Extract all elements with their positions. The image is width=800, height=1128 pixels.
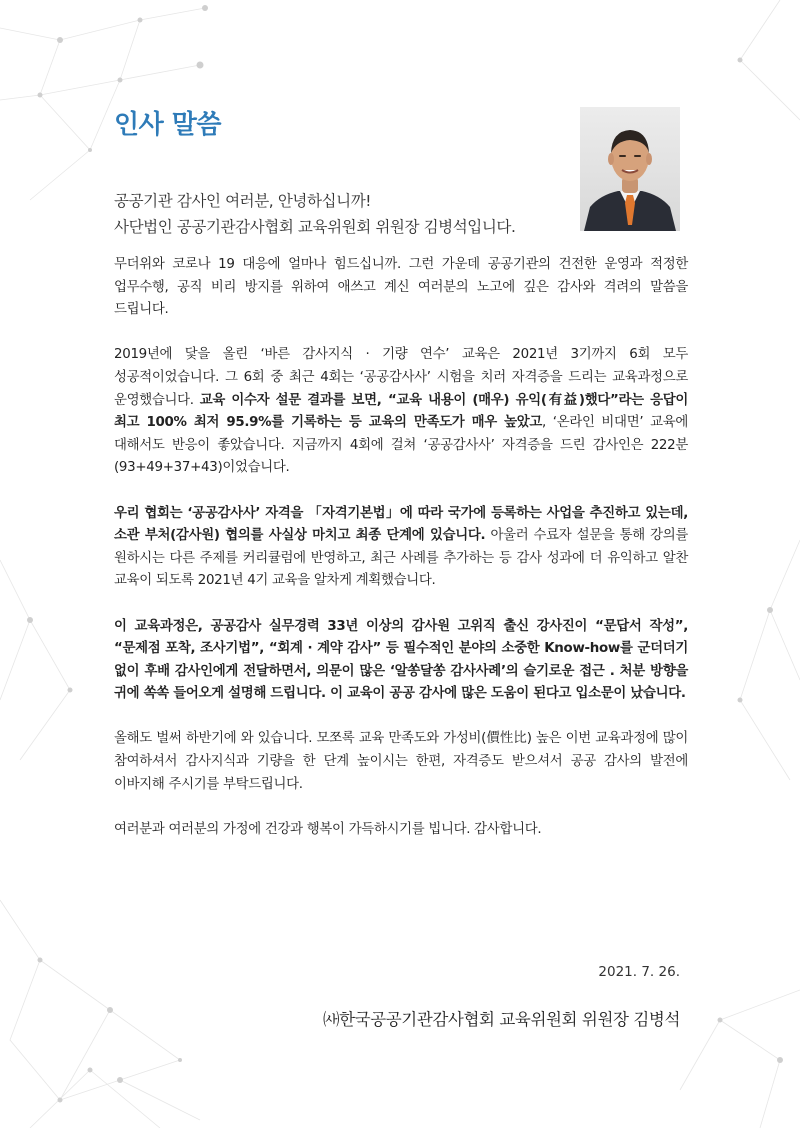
text-run: 2019년에 닻을 올린 ‘바른 감사지식 · 기량 연수’ 교육은 2021년 3기까지 6회 모두 성공적이었습니다. 그 6회 중 최근 4회는 ‘공공감사사’ 시험을 치러 자격증을 드리는 교육과정으로 운영했습니다.: [114, 347, 688, 408]
bold-text: 이 교육과정은, 공공감사 실무경력 33년 이상의 감사원 고위직 출신 강사진이 “문답서 작성”, “문제점 포착, 조사기법”, “회계 · 계약 감사” 등 필수적인 분야의 소중한 Know-how를 군더더기 없이 후배 감사인에게 전달하면서, 의문이 많은 ‘알쏭달쏭 감사사례’의 슬기로운 접근 . 처분 방향을 귀에 쏙쏙 들어오게 설명해 드립니다. 이 교육이 공공 감사에 많은 도움이 된다고 입소문이 났습니다.: [114, 618, 689, 702]
page-title: 인사 말씀: [114, 110, 222, 140]
letter-body: [114, 254, 688, 864]
text-run: 여러분과 여러분의 가정에 건강과 행복이 가득하시기를 빕니다. 감사합니다.: [114, 821, 542, 837]
body-paragraph: [114, 616, 688, 706]
body-paragraph: [114, 254, 688, 322]
person-photo-icon: [580, 107, 680, 231]
text-run: 아울러 수료자 설문을 통해 강의를 원하시는 다른 주제를 커리큘럼에 반영하고, 최근 사례를 추가하는 등 감사 성과에 더 유익하고 알찬 교육이 되도록 2021년 4기 교육을 알차게 계획했습니다.: [114, 528, 689, 589]
text-run: 올해도 벌써 하반기에 와 있습니다. 모쪼록 교육 만족도와 가성비(價性比) 높은 이번 교육과정에 많이 참여하셔서 감사지식과 기량을 한 단계 높이시는 한편, 자격증도 받으셔서 공공 감사의 발전에 이바지해 주시기를 부탁드립니다.: [114, 731, 688, 792]
greeting-block: [114, 188, 594, 240]
text-run: 무더위와 코로나 19 대응에 얼마나 힘드십니까. 그런 가운데 공공기관의 건전한 운영과 적정한 업무수행, 공직 비리 방지를 위하여 애쓰고 계신 여러분의 노고에 깊은 감사와 격려의 말씀을 드립니다.: [114, 257, 688, 318]
body-paragraph: [114, 344, 688, 480]
letter-date: 2021. 7. 26.: [598, 964, 680, 980]
greeting-line: 사단법인 공공기관감사협회 교육위원회 위원장 김병석입니다.: [114, 218, 516, 236]
bold-text: 교육 이수자 설문 결과를 보면, “교육 내용이 (매우) 유익(有益)했다”라는 응답이 최고 100% 최저 95.9%를 기록하는 등 교육의 만족도가 매우 높았고: [114, 392, 688, 431]
greeting-line: 공공기관 감사인 여러분, 안녕하십니까!: [114, 192, 372, 210]
body-paragraph: [114, 728, 688, 796]
bold-text: 우리 협회는 ‘공공감사사’ 자격을 「자격기본법」에 따라 국가에 등록하는 사업을 추진하고 있는데, 소관 부처(감사원) 협의를 사실상 마치고 최종 단계에 있습니다.: [114, 505, 688, 544]
signature: ㈔한국공공기관감사협회 교육위원회 위원장 김병석: [323, 1010, 680, 1029]
body-paragraph: [114, 503, 688, 593]
text-run: , ‘온라인 비대면’ 교육에 대해서도 반응이 좋았습니다. 지금까지 4회에 걸쳐 ‘공공감사사’ 자격증을 드린 감사인은 222분(93+49+37+43)이었습니다.: [114, 415, 688, 476]
portrait-photo: [580, 107, 680, 231]
body-paragraph: [114, 819, 688, 842]
